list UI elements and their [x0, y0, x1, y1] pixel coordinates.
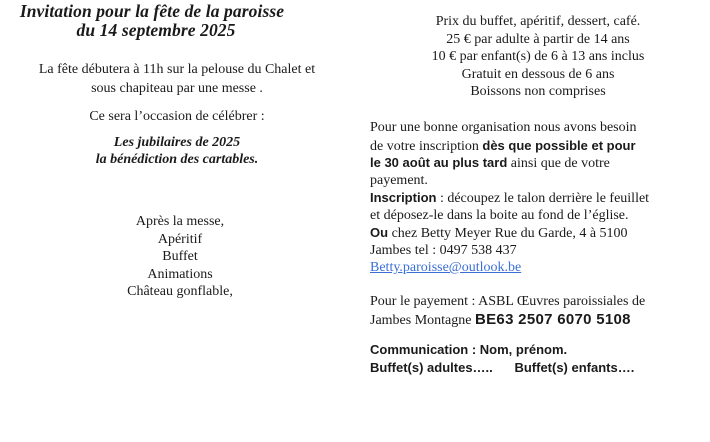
alt-text: chez Betty Meyer Rue du Garde, 4 à 5100 — [388, 226, 628, 241]
payment-line2-text: Jambes Montagne — [370, 312, 475, 328]
email-link[interactable]: Betty.paroisse@outlook.be — [370, 260, 522, 275]
iban-number: BE63 2507 6070 5108 — [474, 310, 631, 328]
org-line3-text: ainsi que de votre — [507, 156, 610, 171]
alt-label: Ou — [370, 225, 389, 240]
phone-line: Jambes tel : 0497 538 437 — [370, 242, 517, 258]
price-line: 10 € par enfant(s) de 6 à 13 ans inclus — [431, 49, 645, 64]
celebration-line1: Les jubilaires de 2025 — [113, 135, 241, 150]
buffet-count-line: Buffet(s) adultes….. Buffet(s) enfants…. — [370, 359, 635, 375]
org-line1: Pour une bonne organisation nous avons besoin — [370, 120, 637, 135]
intro-line2: sous chapiteau par une messe . — [91, 81, 263, 96]
program-item: Après la messe, — [135, 214, 225, 229]
deadline-date: le 30 août au plus tard — [370, 155, 508, 170]
program-item: Animations — [147, 266, 213, 282]
inscription-line — [370, 189, 649, 208]
payment-line2 — [370, 311, 631, 330]
org-line3 — [370, 154, 610, 173]
intro-line3: Ce sera l’occasion de célébrer : — [89, 109, 265, 124]
inscription-line2: et déposez-le dans la boite au fond de l’église. — [370, 207, 629, 223]
program-item: Château gonflable, — [127, 284, 233, 299]
price-line: Prix du buffet, apéritif, dessert, café. — [435, 14, 641, 29]
org-deadline-emphasis: dès que possible et pour — [482, 137, 636, 153]
invitation-title-line1: Invitation pour la fête de la paroisse — [19, 1, 285, 21]
invitation-title-line2: du 14 septembre 2025 — [76, 20, 236, 40]
celebration-line2: la bénédiction des cartables. — [95, 152, 259, 167]
price-line: Gratuit en dessous de 6 ans — [461, 66, 615, 82]
price-line: Boissons non comprises — [470, 84, 606, 99]
program-item: Apéritif — [157, 231, 203, 247]
payment-line1: Pour le payement : ASBL Œuvres paroissiales de — [370, 294, 646, 309]
inscription-label: Inscription — [370, 190, 437, 205]
org-line4: payement. — [370, 172, 428, 188]
price-line: 25 € par adulte à partir de 14 ans — [446, 31, 630, 47]
program-item: Buffet — [162, 249, 198, 264]
alt-contact-line — [370, 224, 628, 243]
org-line2 — [370, 137, 636, 156]
communication-line: Communication : Nom, prénom. — [370, 342, 568, 357]
inscription-text: : découpez le talon derrière le feuillet — [436, 191, 650, 206]
intro-line1: La fête débutera à 11h sur la pelouse du Chalet et — [38, 62, 316, 77]
org-line2-text: de votre inscription — [370, 138, 483, 154]
